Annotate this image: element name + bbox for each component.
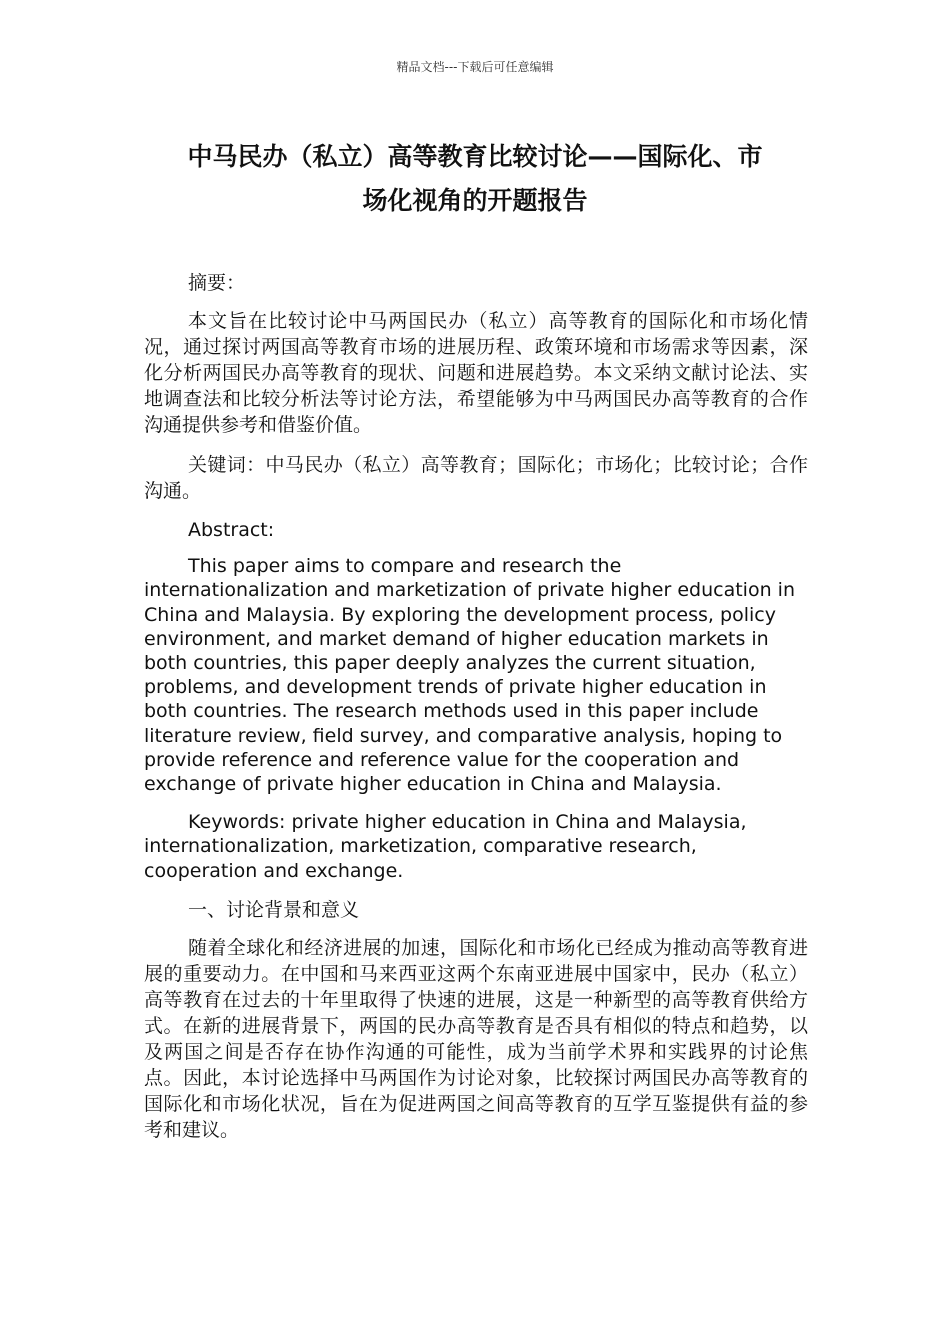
page-header-note: 精品文档---下载后可任意编辑 bbox=[396, 60, 554, 74]
keywords-chinese: 关键词：中马民办（私立）高等教育；国际化；市场化；比较讨论；合作沟通。 bbox=[144, 454, 808, 502]
keywords-english: Keywords: private higher education in China and Malaysia, internationalization, marketization, comparative research, cooperation and exchange. bbox=[144, 811, 747, 882]
title-line-1: 中马民办（私立）高等教育比较讨论——国际化、市 bbox=[187, 142, 763, 171]
abstract-english: This paper aims to compare and research the internationalization and marketization of private higher education in China and Malaysia. By exploring the development process, policy environment, and market demand of higher education markets in both countries, this paper deeply analyzes the current situation, problems, and development trends of private higher education in both countries. The research methods used in this paper include literature review, field survey, and comparative analysis, hoping to provide reference and reference value for the cooperation and exchange of private higher education in China and Malaysia. bbox=[144, 555, 795, 796]
abstract-label: 摘要： bbox=[188, 272, 246, 294]
abstract-chinese: 本文旨在比较讨论中马两国民办（私立）高等教育的国际化和市场化情况，通过探讨两国高等教育市场的进展历程、政策环境和市场需求等因素，深化分析两国民办高等教育的现状、问题和进展趋势。本文采纳文献讨论法、实地调查法和比较分析法等讨论方法，希望能够为中马两国民办高等教育的合作沟通提供参考和借鉴价值。 bbox=[144, 310, 808, 436]
section-1-heading: 一、讨论背景和意义 bbox=[188, 898, 360, 921]
abstract-english-label: Abstract: bbox=[188, 519, 275, 541]
document-title bbox=[140, 135, 810, 223]
document-body bbox=[144, 270, 808, 1157]
section-1-body: 随着全球化和经济进展的加速，国际化和市场化已经成为推动高等教育进展的重要动力。在中国和马来西亚这两个东南亚进展中国家中，民办（私立）高等教育在过去的十年里取得了快速的进展，这是一种新型的高等教育供给方式。在新的进展背景下，两国的民办高等教育是否具有相似的特点和趋势，以及两国之间是否存在协作沟通的可能性，成为当前学术界和实践界的讨论焦点。因此，本讨论选择中马两国作为讨论对象，比较探讨两国民办高等教育的国际化和市场化状况，旨在为促进两国之间高等教育的互学互鉴提供有益的参考和建议。 bbox=[144, 936, 808, 1141]
title-line-2: 场化视角的开题报告 bbox=[362, 186, 588, 215]
